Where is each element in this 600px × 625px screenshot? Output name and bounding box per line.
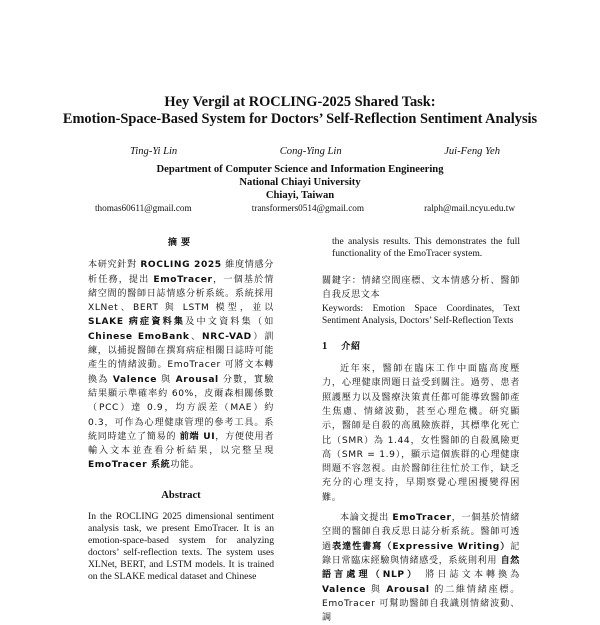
- affiliation-location: Chiayi, Taiwan: [265, 190, 335, 201]
- author-1: Ting-Yi Lin: [130, 146, 178, 157]
- email-1: thomas60611@gmail.com: [95, 203, 192, 213]
- left-column: [88, 236, 274, 583]
- en-abstract-heading: Abstract: [161, 489, 201, 501]
- affiliation-department: Department of Computer Science and Information Engineering: [156, 164, 444, 175]
- email-list: [95, 203, 515, 213]
- title-line-1: Hey Vergil at ROCLING-2025 Shared Task:: [164, 94, 436, 110]
- email-3: ralph@mail.ncyu.edu.tw: [424, 203, 515, 213]
- en-keywords: Keywords: Emotion Space Coordinates, Text Sentiment Analysis, Doctors’ Self-Reflection Texts: [322, 303, 520, 327]
- zh-abstract-heading: 摘要: [167, 238, 195, 248]
- right-column: [322, 236, 520, 625]
- zh-abstract-text: 本研究針對 ROCLING 2025 維度情感分析任務，提出 EmoTracer，一個基於情緒空間的醫師日誌情感分析系統。系統採用 XLNet、BERT 與 LSTM 模型，並以 SLAKE 病症資料集及中文資料集（如 Chinese EmoBank、NRC-VAD）訓練，以捕捉醫師在撰寫病症相關日誌時可能產生的情緒波動。EmoTracer 可將文本轉換為 Valence 與 Arousal 分數，實驗結果顯示準確率約 60%，皮爾森相關係數（PCC）達 0.9，均方誤差（MAE）約 0.3，可作為心理健康管理的參考工具。系統同時建立了簡易的 前端 UI，方便使用者輸入文本並查看分析結果，以完整呈現 EmoTracer 系統功能。: [88, 260, 274, 471]
- email-2: transformers0514@gmail.com: [251, 203, 365, 213]
- affiliation: [100, 163, 500, 202]
- section-heading: [322, 340, 520, 354]
- author-2: Cong-Ying Lin: [279, 146, 342, 157]
- abstract-continuation: the analysis results. This demonstrates the full functionality of the EmoTracer system.: [332, 236, 520, 259]
- author-list: [60, 146, 540, 157]
- section-number: 1: [322, 340, 328, 352]
- affiliation-university: National Chiayi University: [239, 177, 361, 188]
- title-line-2: Emotion-Space-Based System for Doctors’ Self-Reflection Sentiment Analysis: [62, 111, 538, 127]
- zh-keywords: 關鍵字：情緒空間座標、文本情感分析、醫師自我反思文本: [322, 276, 520, 301]
- en-abstract-text: In the ROCLING 2025 dimensional sentiment analysis task, we present EmoTracer. It is an emotion-space-based system for analyzing doctors’ self-reflection texts. The system uses XLNet, BERT, and LSTM models. It is trained on the SLAKE medical dataset and Chinese: [88, 510, 274, 582]
- intro-paragraph-1: 近年來，醫師在臨床工作中面臨高度壓力，心理健康問題日益受到關注。過勞、患者照護壓力以及醫療決策責任都可能導致醫師產生焦慮、情緒波動，甚至心理危機。研究顯示，醫師是自殺的高風險族群，其標準化死亡比（SMR）為 1.44，女性醫師的自殺風險更高（SMR = 1.9），顯示這個族群的心理健康問題不容忽視。由於醫師往往忙於工作，缺乏充分的心理支持，早期察覺心理困擾變得困難。: [322, 364, 520, 503]
- author-3: Jui-Feng Yeh: [444, 146, 500, 157]
- intro-paragraph-2: 本論文提出 EmoTracer，一個基於情緒空間的醫師自我反思日誌分析系統。醫師可透過表達性書寫（Expressive Writing）記錄日常臨床經驗與情緒感受，系統則利用 自然語言處理（NLP） 將日誌文本轉換為 Valence 與 Arousal 的二維情緒座標。EmoTracer 可幫助醫師自我識別情緒波動、調: [322, 513, 521, 624]
- paper-title: [30, 94, 570, 128]
- section-title: 介紹: [341, 341, 361, 352]
